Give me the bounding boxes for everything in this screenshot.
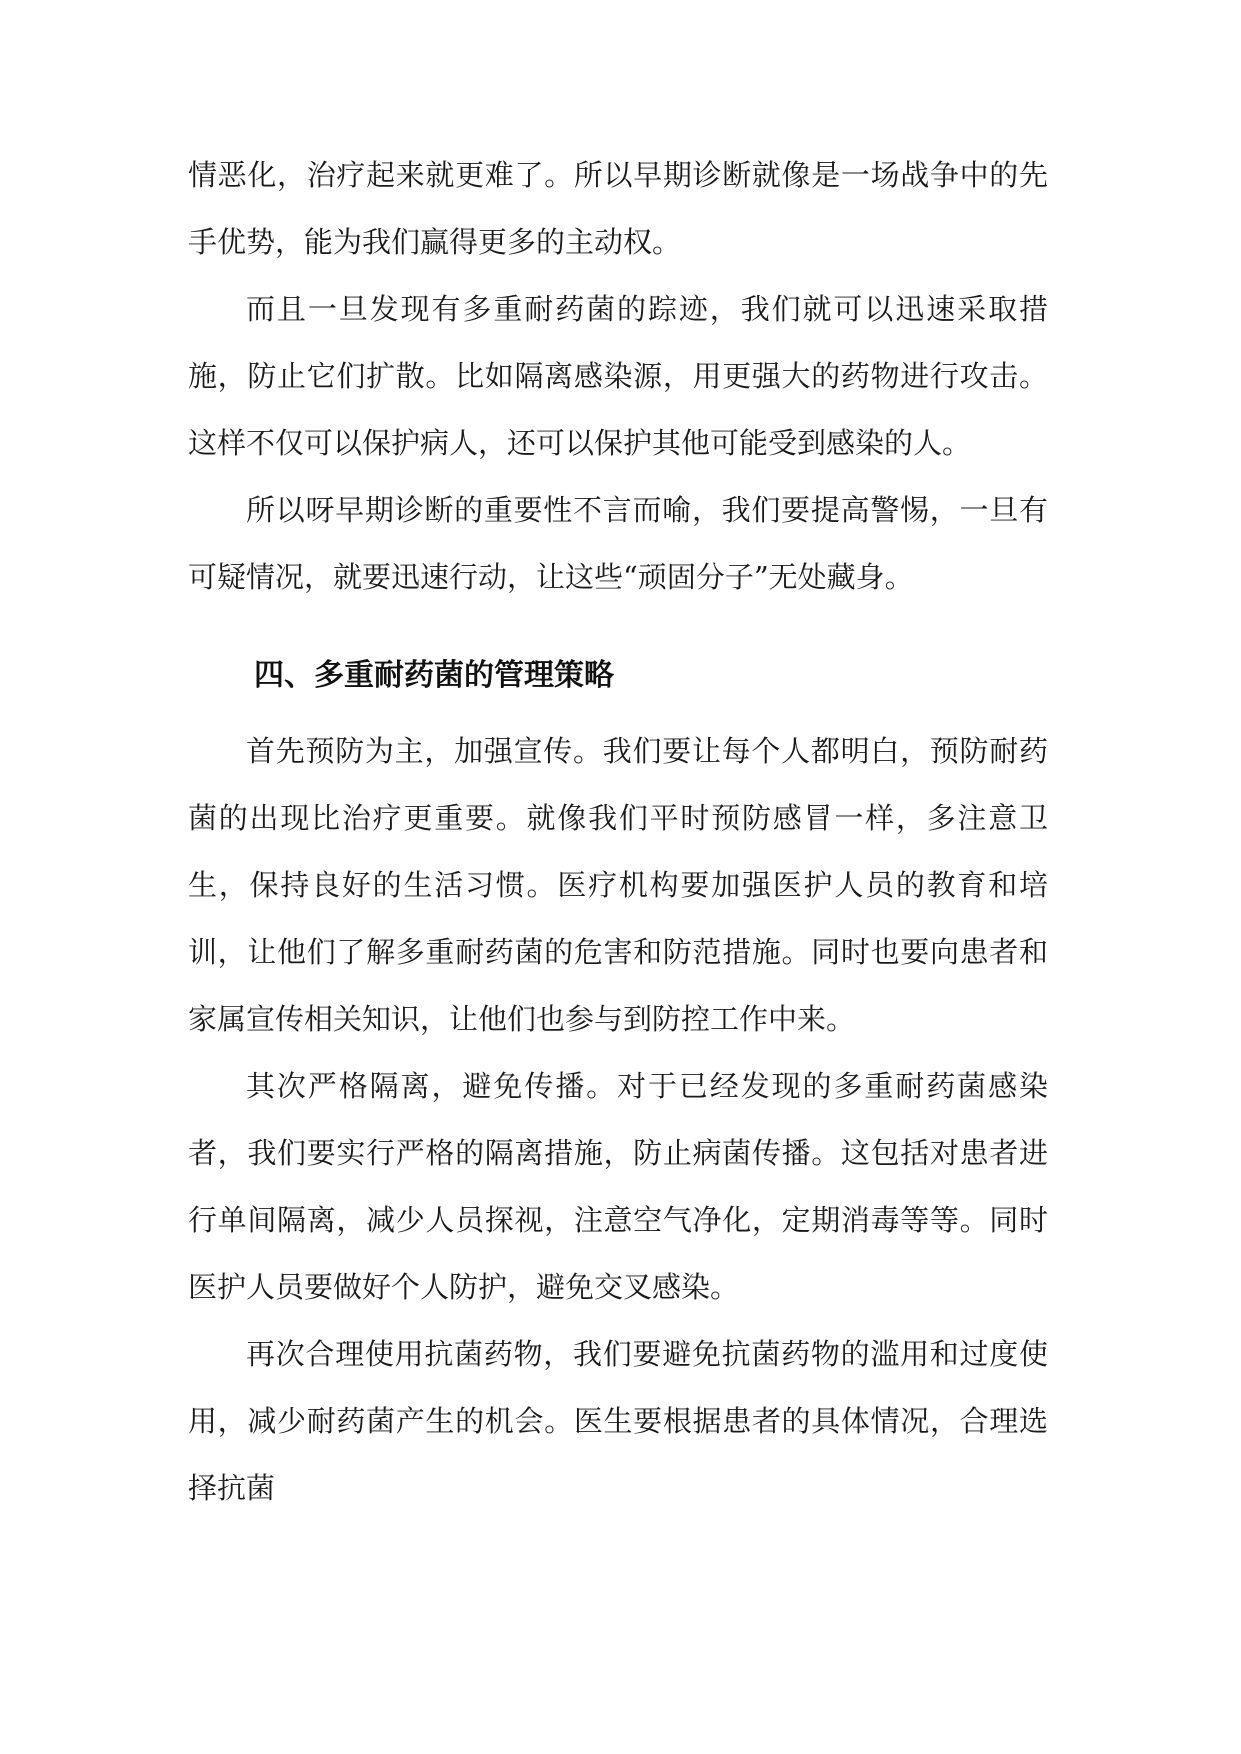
paragraph-rational-antibiotic-use: 再次合理使用抗菌药物，我们要避免抗菌药物的滥用和过度使用，减少耐药菌产生的机会。医生要根据患者的具体情况，合理选择抗菌 (188, 1337, 1048, 1505)
paragraph-early-diagnosis-importance: 所以呀早期诊断的重要性不言而喻，我们要提高警惕，一旦有可疑情况，就要迅速行动，让这些“顽固分子”无处藏身。 (188, 493, 1048, 594)
paragraph-strict-isolation: 其次严格隔离，避免传播。对于已经发现的多重耐药菌感染者，我们要实行严格的隔离措施，防止病菌传播。这包括对患者进行单间隔离，减少人员探视，注意空气净化，定期消毒等等。同时医护人员要做好个人防护，避免交叉感染。 (188, 1069, 1048, 1304)
document-body (188, 142, 1048, 1522)
paragraph-spread-prevention: 而且一旦发现有多重耐药菌的踪迹，我们就可以迅速采取措施，防止它们扩散。比如隔离感染源，用更强大的药物进行攻击。这样不仅可以保护病人，还可以保护其他可能受到感染的人。 (188, 292, 1048, 460)
paragraph-prevention-first: 首先预防为主，加强宣传。我们要让每个人都明白，预防耐药菌的出现比治疗更重要。就像我们平时预防感冒一样，多注意卫生，保持良好的生活习惯。医疗机构要加强医护人员的教育和培训，让他们了解多重耐药菌的危害和防范措施。同时也要向患者和家属宣传相关知识，让他们也参与到防控工作中来。 (188, 734, 1048, 1036)
section-heading: 四、多重耐药菌的管理策略 (254, 658, 614, 693)
paragraph-continuation: 情恶化，治疗起来就更难了。所以早期诊断就像是一场战争中的先手优势，能为我们赢得更多的主动权。 (188, 158, 1048, 259)
